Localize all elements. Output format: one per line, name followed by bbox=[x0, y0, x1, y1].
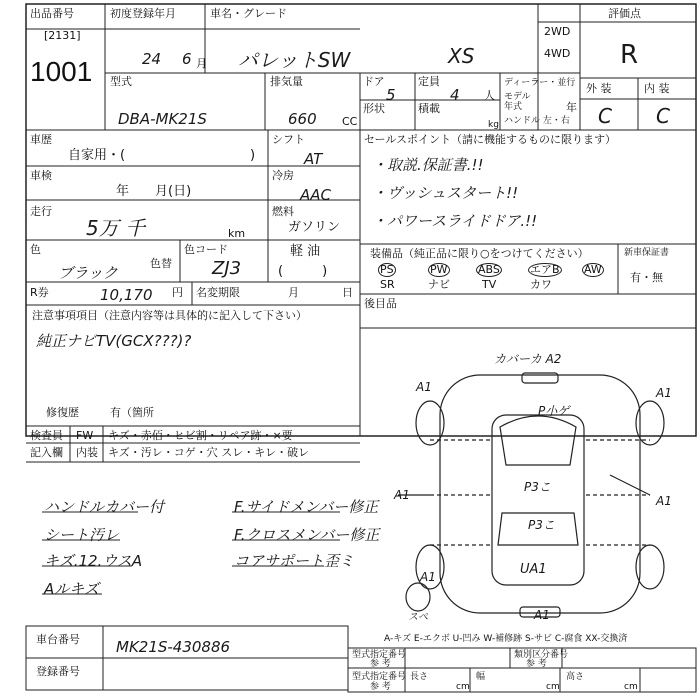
height-label: 高さ bbox=[566, 672, 585, 682]
fw-label: FW bbox=[76, 429, 94, 442]
model-cert-label: 型式指定番号 bbox=[352, 672, 407, 682]
type-label: 型式 bbox=[110, 75, 132, 88]
equip-aw: AW bbox=[584, 263, 602, 276]
inspector-label: 検査員 bbox=[30, 429, 63, 442]
windshield bbox=[500, 416, 576, 465]
mileage-label: 走行 bbox=[30, 205, 52, 218]
type-value: DBA-MK21S bbox=[118, 110, 207, 128]
person-unit: 人 bbox=[484, 89, 495, 102]
grade: XS bbox=[448, 44, 475, 68]
kg-unit: kg bbox=[488, 120, 499, 130]
ref-label: 参 考 bbox=[370, 659, 391, 669]
cm-unit: cm bbox=[456, 682, 470, 692]
damage-legend: A-キズ E-エクボ U-凹み W-補修跡 S-サビ C-腐食 XX-交換済 bbox=[384, 634, 628, 644]
day-label: 日 bbox=[342, 286, 353, 299]
equip-ps: PS bbox=[380, 263, 394, 276]
shape-label: 形状 bbox=[363, 102, 385, 115]
model-label: モデル bbox=[504, 92, 531, 102]
chassis-label: 車台番号 bbox=[36, 633, 80, 646]
diagram-mark: スペ bbox=[408, 612, 428, 623]
handwritten-note: ハンドルカバー付 bbox=[44, 498, 165, 516]
first-reg-month: 6 bbox=[182, 50, 192, 68]
cm-unit: cm bbox=[624, 682, 638, 692]
diagram-mark: P3こ bbox=[524, 480, 551, 494]
handwritten-note: Aルキズ bbox=[44, 580, 99, 598]
month-label: 月 bbox=[288, 286, 299, 299]
exterior-grade: C bbox=[598, 104, 612, 128]
year-unit: 年 bbox=[566, 101, 577, 114]
diagram-mark: A1 bbox=[534, 608, 550, 622]
lot-number: 1001 bbox=[30, 56, 93, 87]
repair-value: 有（箇所 bbox=[110, 406, 154, 419]
color-code-label: 色コード bbox=[184, 243, 228, 256]
color-value: ブラック bbox=[58, 264, 118, 282]
fuel-label: 燃料 bbox=[272, 205, 294, 218]
interior-label: 内 装 bbox=[644, 82, 670, 95]
length-label: 長さ bbox=[410, 672, 429, 682]
dealer-label: ディーラー・並行 bbox=[504, 78, 576, 88]
first-reg-label: 初度登録年月 bbox=[110, 7, 176, 20]
sales-point: ・取説.保証書.!! bbox=[372, 156, 484, 174]
capacity-value: 4 bbox=[450, 86, 460, 104]
rear-seat-label: 後目品 bbox=[364, 297, 397, 310]
entry-label: 記入欄 bbox=[30, 446, 63, 459]
handwritten-note: F.クロスメンバー修正 bbox=[234, 526, 380, 544]
car-name: パレットSW bbox=[238, 48, 351, 72]
door-label: ドア bbox=[363, 75, 385, 88]
first-reg-year: 24 bbox=[142, 50, 162, 68]
ref-label: 参 考 bbox=[370, 682, 391, 692]
handwritten-note: シート汚レ bbox=[44, 526, 120, 544]
equip-abs: ABS bbox=[478, 263, 500, 276]
repair-label: 修復歴 bbox=[46, 406, 79, 419]
inspect-text: 年 月(日) bbox=[116, 184, 192, 199]
handle-label: ハンドル 左・右 bbox=[504, 116, 570, 126]
name-change-label: 名変期限 bbox=[196, 286, 240, 299]
sales-title: セールスポイント（請に機能するものに限ります） bbox=[364, 133, 617, 146]
model-cert-label: 型式指定番号 bbox=[352, 650, 407, 660]
displacement-label: 排気量 bbox=[270, 75, 303, 88]
lot-sub: [2131] bbox=[44, 29, 81, 42]
load-label: 積載 bbox=[418, 102, 440, 115]
cc-unit: CC bbox=[342, 115, 358, 128]
score-label: 評価点 bbox=[608, 7, 641, 20]
diagram-mark: P3こ bbox=[528, 518, 555, 532]
warranty-value: 有・無 bbox=[630, 271, 663, 284]
reg-label: 登録番号 bbox=[36, 665, 80, 678]
interior-grade: C bbox=[656, 104, 670, 128]
score-value: R bbox=[620, 40, 639, 70]
inspector-row2: キズ・汚レ・コゲ・穴 スレ・キレ・破レ bbox=[108, 446, 310, 459]
warranty-label: 新車保証書 bbox=[624, 248, 670, 258]
drive-4wd: 4WD bbox=[544, 47, 571, 60]
aircon-value: AAC bbox=[300, 186, 331, 204]
equipment-title: 装備品（純正品に限り○をつけてください） bbox=[370, 247, 589, 260]
year-label: 年式 bbox=[504, 102, 523, 112]
handwritten-note: F.サイドメンバー修正 bbox=[234, 498, 379, 516]
km-unit: km bbox=[228, 227, 246, 240]
r-ken-label: R券 bbox=[30, 286, 49, 299]
history-close: ) bbox=[250, 148, 256, 163]
color-swap-label: 色替 bbox=[150, 257, 172, 270]
mileage-value: 5万 千 bbox=[86, 216, 146, 240]
history-value: 自家用・( bbox=[68, 148, 126, 163]
inspector-row1: キズ・赤佰・ヒビ割・リペア跡・×要 bbox=[108, 429, 293, 442]
notes-text: 純正ナビTV(GCX???)? bbox=[36, 332, 192, 350]
equip-sr: SR bbox=[380, 278, 395, 291]
sales-point: ・ヴッシュスタート!! bbox=[372, 184, 519, 202]
lot-label: 出品番号 bbox=[30, 7, 74, 20]
car-name-label: 車名・グレード bbox=[210, 7, 287, 20]
shift-value: AT bbox=[304, 150, 323, 168]
handwritten-note: キズ.12.ウスA bbox=[44, 552, 143, 570]
displacement-value: 660 bbox=[288, 110, 317, 128]
chassis-value: MK21S-430886 bbox=[116, 638, 231, 656]
interior-row-label: 内装 bbox=[76, 446, 98, 459]
shift-label: シフト bbox=[272, 133, 305, 146]
handwritten-note: コアサポート歪ミ bbox=[234, 552, 355, 570]
history-label: 車歴 bbox=[30, 133, 52, 146]
equip-airbag: エアB bbox=[530, 263, 560, 276]
color-code-value: ZJ3 bbox=[212, 258, 242, 279]
diagram-mark: A1 bbox=[394, 488, 410, 502]
car-cabin bbox=[492, 415, 584, 585]
sales-point: ・パワースライドドア.!! bbox=[372, 212, 538, 230]
width-label: 幅 bbox=[476, 672, 486, 682]
r-ken-value: 10,170 bbox=[100, 286, 153, 304]
capacity-label: 定員 bbox=[418, 75, 440, 88]
drive-2wd: 2WD bbox=[544, 25, 571, 38]
fuel-gasoline: ガソリン bbox=[288, 220, 341, 235]
class-label: 類別区分番号 bbox=[514, 650, 569, 660]
equip-tv: TV bbox=[482, 278, 497, 291]
spare-tire bbox=[406, 583, 430, 611]
yen-unit: 円 bbox=[172, 286, 183, 299]
exterior-label: 外 装 bbox=[586, 82, 612, 95]
diagram-mark: UA1 bbox=[520, 562, 547, 577]
door-value: 5 bbox=[386, 86, 396, 104]
inspect-label: 車検 bbox=[30, 169, 52, 182]
diagram-mark: P小ゲ bbox=[538, 404, 570, 418]
color-label: 色 bbox=[30, 243, 41, 256]
equip-pw: PW bbox=[430, 263, 448, 276]
equip-navi: ナビ bbox=[428, 278, 450, 291]
fuel-diesel: 軽 油 bbox=[290, 244, 321, 259]
ref-label: 参 考 bbox=[526, 659, 547, 669]
diagram-mark: A1 bbox=[420, 570, 436, 584]
diagram-mark: A1 bbox=[416, 380, 432, 394]
notes-title: 注意事項項目（注意内容等は具体的に記入して下さい） bbox=[32, 309, 307, 322]
cm-unit: cm bbox=[546, 682, 560, 692]
aircon-label: 冷房 bbox=[272, 169, 294, 182]
diagram-mark: カバーカ A2 bbox=[494, 352, 562, 366]
diagram-mark: A1 bbox=[656, 494, 672, 508]
fuel-paren: ( ) bbox=[278, 264, 328, 279]
equip-leather: カワ bbox=[530, 278, 552, 291]
diagram-mark: A1 bbox=[656, 386, 672, 400]
month-unit: 月 bbox=[196, 57, 207, 70]
